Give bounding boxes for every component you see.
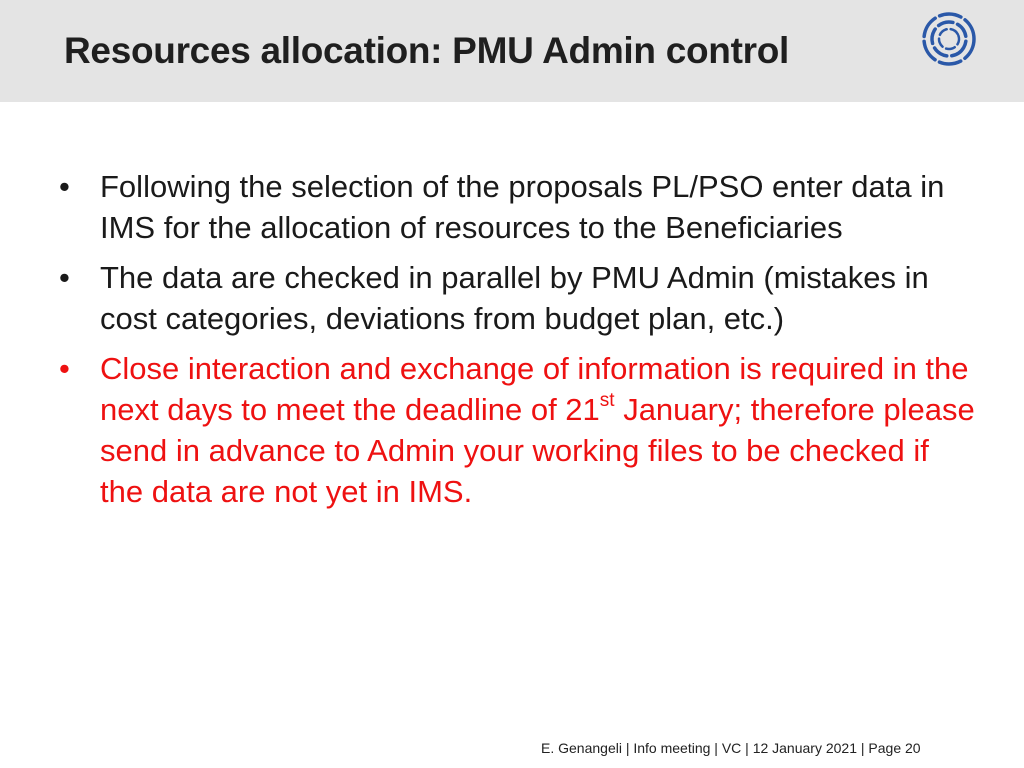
bullet-text-part: January; therefore please send in advance to Admin your working files to be checked if the data are not yet in IMS. <box>100 392 975 509</box>
slide-footer: E. Genangeli | Info meeting | VC | 12 January 2021 | Page 20 <box>541 740 921 756</box>
bullet-item <box>55 166 975 248</box>
slide-title: Resources allocation: PMU Admin control <box>64 30 789 71</box>
slide-body <box>55 166 975 521</box>
slide-header <box>0 0 1024 102</box>
bullet-item-highlighted <box>55 348 975 512</box>
bullet-list <box>55 166 975 512</box>
bullet-marker: • <box>59 169 70 204</box>
bullet-text-part: Close interaction and exchange of information is required in the next days to meet the deadline of 21 <box>100 351 969 427</box>
circular-ring-logo-icon <box>920 10 978 68</box>
bullet-text: Following the selection of the proposals PL/PSO enter data in IMS for the allocation of resources to the Beneficiaries <box>100 169 945 245</box>
bullet-text <box>100 351 975 509</box>
ordinal-suffix: st <box>599 390 615 411</box>
bullet-marker: • <box>59 260 70 295</box>
bullet-marker: • <box>59 351 70 386</box>
bullet-text: The data are checked in parallel by PMU Admin (mistakes in cost categories, deviations from budget plan, etc.) <box>100 260 929 336</box>
bullet-item <box>55 257 975 339</box>
